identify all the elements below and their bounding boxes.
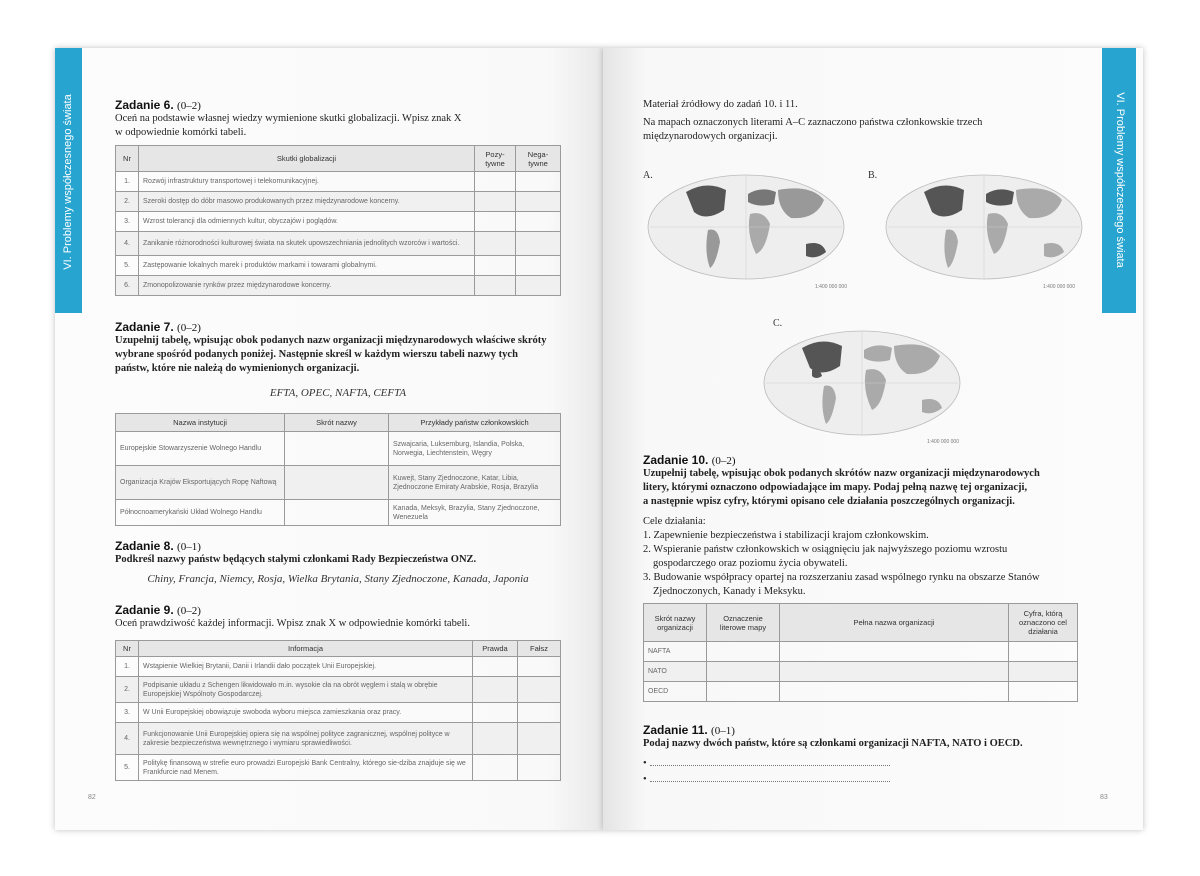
source-line1: Na mapach oznaczonych literami A–C zaznaczono państwa członkowskie trzech <box>643 117 983 128</box>
member-examples[interactable]: Kanada, Meksyk, Brazylia, Stany Zjednoczone, Wenezuela <box>389 500 561 526</box>
table-row <box>644 662 1078 682</box>
row-text: Zastępowanie lokalnych marek i produktów markami i towarami globalnymi. <box>139 256 475 276</box>
task7-line1: Uzupełnij tabelę, wpisując obok podanych nazw organizacji międzynarodowych właściwe skróty <box>115 335 547 346</box>
goal-3b: Zjednoczonych, Kanady i Meksyku. <box>653 586 806 597</box>
goal-2b: gospodarczego oraz poziomu życia obywateli. <box>653 558 848 569</box>
task8-heading <box>115 539 201 553</box>
answer-cell[interactable] <box>518 723 561 755</box>
task10-header-letter: Oznaczenie literowe mapy <box>707 604 780 642</box>
task7-instructions <box>115 334 585 376</box>
task10-instructions <box>643 467 1103 509</box>
map-c <box>762 328 962 438</box>
member-examples[interactable]: Szwajcaria, Luksemburg, Islandia, Polska, Norwegia, Liechtenstein, Węgry <box>389 432 561 466</box>
table-row <box>116 432 561 466</box>
answer-cell[interactable] <box>475 256 516 276</box>
source-line2: międzynarodowych organizacji. <box>643 131 778 142</box>
task10-heading <box>643 453 736 467</box>
task6-header-nr: Nr <box>116 146 139 172</box>
task6-header-negative: Nega- tywne <box>516 146 561 172</box>
answer-cell[interactable] <box>473 723 518 755</box>
task10-goals <box>643 515 1103 599</box>
row-text: Wstąpienie Wielkiej Brytanii, Danii i Irlandii dało początek Unii Europejskiej. <box>139 657 473 677</box>
row-text: Zanikanie różnorodności kulturowej świata na skutek upowszechniania jednolitych wzorców i wartości. <box>139 232 475 256</box>
goals-title: Cele działania: <box>643 516 706 527</box>
table-row <box>116 276 561 296</box>
map-a <box>646 172 846 282</box>
task7-header-name: Nazwa instytucji <box>116 414 285 432</box>
abbr-answer-cell[interactable] <box>285 500 389 526</box>
row-nr: 2. <box>116 192 139 212</box>
table-row <box>116 755 561 781</box>
row-text: Rozwój infrastruktury transportowej i telekomunikacyjnej. <box>139 172 475 192</box>
row-nr: 5. <box>116 755 139 781</box>
answer-cell[interactable] <box>473 755 518 781</box>
task9-title: Zadanie 9. <box>115 603 174 617</box>
org-abbr: OECD <box>644 682 707 702</box>
right-page <box>603 48 1143 830</box>
answer-bullet-2: • <box>643 774 647 785</box>
row-nr: 3. <box>116 212 139 232</box>
row-text: Podpisanie układu z Schengen likwidowało m.in. wysokie cła na obrót węglem i stalą w obrębie Europejskiej Wspólnoty Gospodarczej. <box>139 677 473 703</box>
map-c-label: C. <box>773 318 783 329</box>
task9-header-nr: Nr <box>116 641 139 657</box>
answer-cell[interactable] <box>473 657 518 677</box>
task7-line3: państw, które nie należą do wymienionych organizacji. <box>115 363 360 374</box>
row-nr: 2. <box>116 677 139 703</box>
answer-cell[interactable] <box>518 755 561 781</box>
task10-table <box>643 603 1078 702</box>
goal-2a: 2. Wspieranie państw członkowskich w osiągnięciu jak najwyższego poziomu wzrostu <box>643 544 1008 555</box>
map-a-scale: 1:400 000 000 <box>815 284 847 290</box>
abbr-answer-cell[interactable] <box>285 432 389 466</box>
task6-line1: Oceń na podstawie własnej wiedzy wymienione skutki globalizacji. Wpisz znak X <box>115 113 462 124</box>
fullname-answer-cell[interactable] <box>780 682 1009 702</box>
row-text: Politykę finansową w strefie euro prowadzi Europejski Bank Centralny, którego sie-dziba znajduje się we Frankfurcie nad Menem. <box>139 755 473 781</box>
answer-cell[interactable] <box>475 232 516 256</box>
table-row <box>116 723 561 755</box>
answer-cell[interactable] <box>516 276 561 296</box>
map-c-scale: 1:400 000 000 <box>927 439 959 445</box>
row-nr: 4. <box>116 723 139 755</box>
table-row <box>116 212 561 232</box>
task10-title: Zadanie 10. <box>643 453 709 467</box>
left-chapter-tab-label: VI. Problemy współczesnego świata <box>62 94 74 270</box>
answer-cell[interactable] <box>516 172 561 192</box>
right-page-number: 83 <box>1100 794 1108 801</box>
table-row <box>116 172 561 192</box>
letter-answer-cell[interactable] <box>707 662 780 682</box>
task7-options: EFTA, OPEC, NAFTA, CEFTA <box>269 387 407 399</box>
right-chapter-tab-label: VI. Problemy współczesnego świata <box>1114 92 1126 268</box>
answer-bullet-1: • <box>643 758 647 769</box>
org-name: Organizacja Krajów Eksportujących Ropę Naftową <box>116 466 285 500</box>
task6-table <box>115 145 561 296</box>
task7-points: (0–2) <box>177 322 201 334</box>
task10-line2: litery, którymi oznaczono odpowiadające im mapy. Podaj pełną nazwę tej organizacji, <box>643 482 1028 493</box>
fullname-answer-cell[interactable] <box>780 662 1009 682</box>
row-nr: 6. <box>116 276 139 296</box>
org-name: Europejskie Stowarzyszenie Wolnego Handlu <box>116 432 285 466</box>
table-row <box>644 682 1078 702</box>
digit-answer-cell[interactable] <box>1009 642 1078 662</box>
task6-points: (0–2) <box>177 100 201 112</box>
task9-header-true: Prawda <box>473 641 518 657</box>
digit-answer-cell[interactable] <box>1009 662 1078 682</box>
row-nr: 5. <box>116 256 139 276</box>
letter-answer-cell[interactable] <box>707 642 780 662</box>
task11-instructions: Podaj nazwy dwóch państw, które są członkami organizacji NAFTA, NATO i OECD. <box>643 738 1023 749</box>
task6-header-positive: Pozy- tywne <box>475 146 516 172</box>
task9-instructions: Oceń prawdziwość każdej informacji. Wpisz znak X w odpowiednie komórki tabeli. <box>115 618 470 629</box>
fullname-answer-cell[interactable] <box>780 642 1009 662</box>
map-a-label: A. <box>643 170 653 181</box>
task10-line3: a następnie wpisz cyfry, którymi opisano cele działania poszczególnych organizacji. <box>643 496 1015 507</box>
org-abbr: NAFTA <box>644 642 707 662</box>
task8-instructions: Podkreśl nazwy państw będących stałymi członkami Rady Bezpieczeństwa ONZ. <box>115 554 477 565</box>
row-nr: 1. <box>116 172 139 192</box>
task10-points: (0–2) <box>711 455 736 467</box>
answer-cell[interactable] <box>516 192 561 212</box>
task7-heading <box>115 320 201 334</box>
task10-header-full: Pełna nazwa organizacji <box>780 604 1009 642</box>
table-row <box>116 466 561 500</box>
answer-cell[interactable] <box>518 677 561 703</box>
task7-header-examples: Przykłady państw członkowskich <box>389 414 561 432</box>
task11-title: Zadanie 11. <box>643 723 708 737</box>
answer-cell[interactable] <box>475 212 516 232</box>
row-text: Szeroki dostęp do dóbr masowo produkowanych przez międzynarodowe koncerny. <box>139 192 475 212</box>
table-row <box>116 677 561 703</box>
answer-cell[interactable] <box>475 192 516 212</box>
row-text: Funkcjonowanie Unii Europejskiej opiera się na wspólnej polityce zagranicznej, wspólnej polityce w zakresie bezpieczeństwa wewnętrznego i wymiaru sprawiedliwości. <box>139 723 473 755</box>
row-text: Zmonopolizowanie rynków przez międzynarodowe koncerny. <box>139 276 475 296</box>
abbr-answer-cell[interactable] <box>285 466 389 500</box>
row-text: Wzrost tolerancji dla odmiennych kultur, obyczajów i poglądów. <box>139 212 475 232</box>
source-description <box>643 98 1083 144</box>
task7-table <box>115 413 561 526</box>
map-b-scale: 1:400 000 000 <box>1043 284 1075 290</box>
answer-cell[interactable] <box>518 703 561 723</box>
table-row <box>116 703 561 723</box>
task9-points: (0–2) <box>177 605 201 617</box>
row-text: W Unii Europejskiej obowiązuje swoboda wyboru miejsca zamieszkania oraz pracy. <box>139 703 473 723</box>
task10-header-digit: Cyfra, którą oznaczono cel działania <box>1009 604 1078 642</box>
task11-points: (0–1) <box>711 725 735 737</box>
answer-cell[interactable] <box>473 703 518 723</box>
task6-title: Zadanie 6. <box>115 98 174 112</box>
table-row <box>116 500 561 526</box>
row-nr: 4. <box>116 232 139 256</box>
task9-table <box>115 640 561 781</box>
task9-heading <box>115 603 201 617</box>
map-b <box>884 172 1084 282</box>
row-nr: 1. <box>116 657 139 677</box>
answer-cell[interactable] <box>518 657 561 677</box>
answer-cell[interactable] <box>475 276 516 296</box>
task6-heading <box>115 98 201 112</box>
task8-countries[interactable]: Chiny, Francja, Niemcy, Rosja, Wielka Brytania, Stany Zjednoczone, Kanada, Japonia <box>147 573 529 585</box>
task6-header-effects: Skutki globalizacji <box>139 146 475 172</box>
source-title: Materiał źródłowy do zadań 10. i 11. <box>643 99 798 110</box>
answer-line-1[interactable] <box>650 765 890 766</box>
answer-cell[interactable] <box>516 212 561 232</box>
answer-cell[interactable] <box>475 172 516 192</box>
task10-line1: Uzupełnij tabelę, wpisując obok podanych skrótów nazw organizacji międzynarodowych <box>643 468 1040 479</box>
task6-instructions <box>115 112 575 140</box>
task8-title: Zadanie 8. <box>115 539 174 553</box>
org-abbr: NATO <box>644 662 707 682</box>
table-row <box>116 192 561 212</box>
task7-title: Zadanie 7. <box>115 320 174 334</box>
goal-1: 1. Zapewnienie bezpieczeństwa i stabilizacji krajom członkowskim. <box>643 530 929 541</box>
table-row <box>644 642 1078 662</box>
task9-header-false: Fałsz <box>518 641 561 657</box>
table-row <box>116 232 561 256</box>
answer-cell[interactable] <box>516 256 561 276</box>
answer-cell[interactable] <box>516 232 561 256</box>
goal-3a: 3. Budowanie współpracy opartej na rozszerzaniu zasad wspólnego rynku na obszarze Stanów <box>643 572 1040 583</box>
answer-cell[interactable] <box>473 677 518 703</box>
table-row <box>116 657 561 677</box>
task7-header-abbr: Skrót nazwy <box>285 414 389 432</box>
digit-answer-cell[interactable] <box>1009 682 1078 702</box>
table-row <box>116 256 561 276</box>
task8-points: (0–1) <box>177 541 201 553</box>
member-examples[interactable]: Kuwejt, Stany Zjednoczone, Katar, Libia, Zjednoczone Emiraty Arabskie, Rosja, Brazylia <box>389 466 561 500</box>
left-page-number: 82 <box>88 794 96 801</box>
task10-header-abbr: Skrót nazwy organizacji <box>644 604 707 642</box>
answer-line-2[interactable] <box>650 781 890 782</box>
letter-answer-cell[interactable] <box>707 682 780 702</box>
task7-line2: wybrane spośród podanych poniżej. Następnie skreśl w każdym wierszu tabeli nazwy tych <box>115 349 518 360</box>
task11-heading <box>643 723 735 737</box>
org-name: Północnoamerykański Układ Wolnego Handlu <box>116 500 285 526</box>
row-nr: 3. <box>116 703 139 723</box>
task6-line2: w odpowiednie komórki tabeli. <box>115 127 247 138</box>
task9-header-info: Informacja <box>139 641 473 657</box>
map-b-label: B. <box>868 170 878 181</box>
